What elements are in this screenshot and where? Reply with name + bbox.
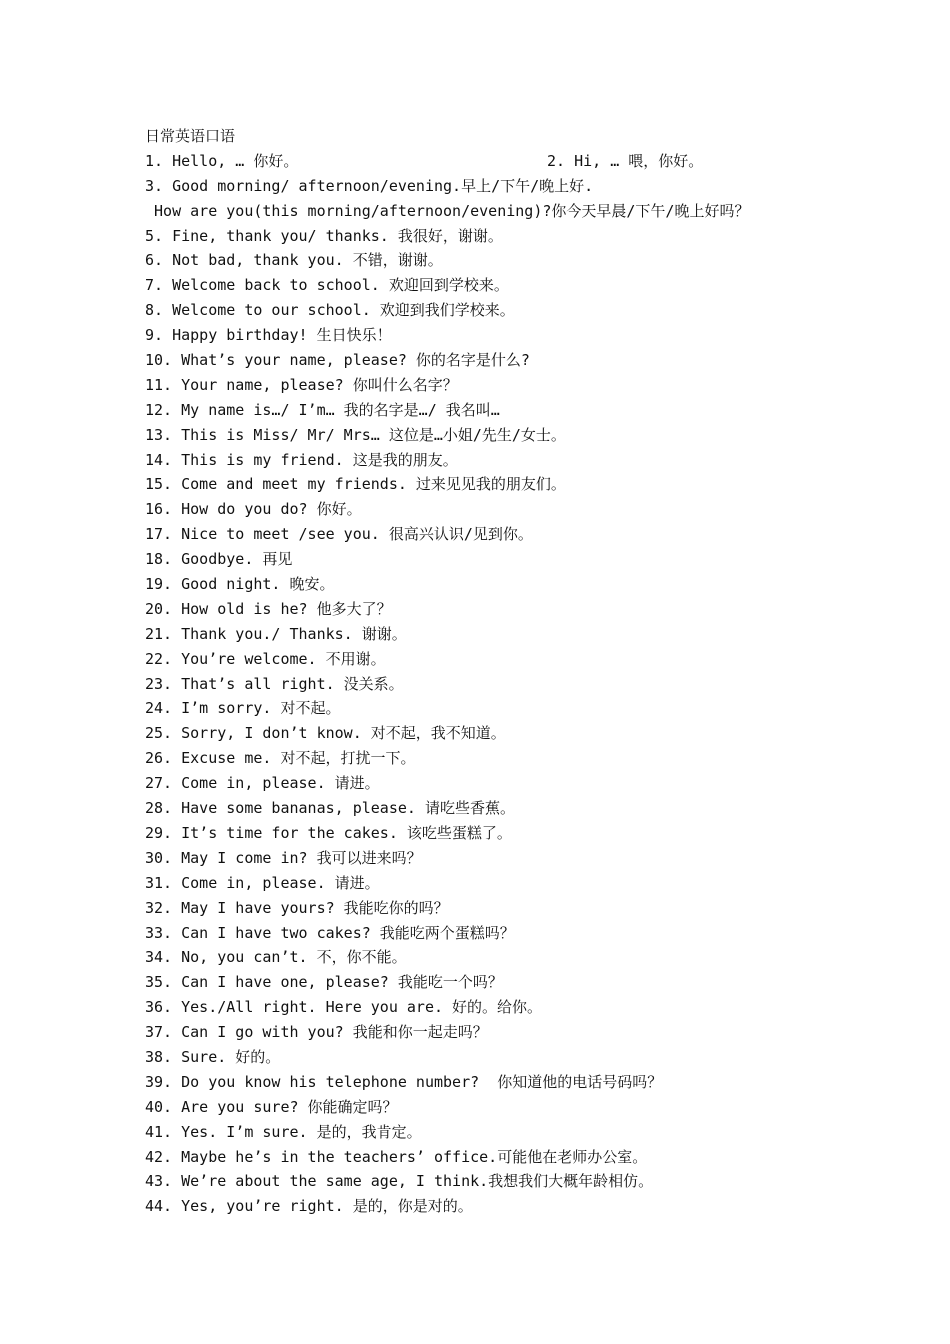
phrase-line-42: 42. Maybe he’s in the teachers’ office.可能他在老师办公室。	[145, 1147, 648, 1166]
phrase-line-43: 43. We’re about the same age, I think.我想我们大概年龄相仿。	[145, 1172, 654, 1191]
phrase-line-12: 12. My name is…/ I’m… 我的名字是…/ 我名叫…	[145, 400, 500, 419]
phrase-line-39: 39. Do you know his telephone number? 你知道他的电话号码吗？	[145, 1072, 663, 1091]
phrase-list	[145, 124, 845, 1219]
phrase-line-19: 19. Good night. 晚安。	[145, 575, 335, 594]
phrase-line-16: 16. How do you do? 你好。	[145, 500, 362, 519]
phrase-row-1-2	[145, 149, 845, 174]
phrase-line-14: 14. This is my friend. 这是我的朋友。	[145, 450, 458, 469]
phrase-line-28: 28. Have some bananas, please. 请吃些香蕉。	[145, 799, 515, 818]
document-title: 日常英语口语	[145, 127, 236, 145]
phrase-line-8: 8. Welcome to our school. 欢迎到我们学校来。	[145, 301, 515, 320]
phrase-line-15: 15. Come and meet my friends. 过来见见我的朋友们。	[145, 475, 566, 494]
phrase-line-21: 21. Thank you./ Thanks. 谢谢。	[145, 624, 407, 643]
phrase-line-3: 3. Good morning/ afternoon/evening.早上/下午/晚上好.	[145, 176, 594, 195]
phrase-line-9: 9. Happy birthday! 生日快乐！	[145, 326, 392, 345]
phrase-line-1: 1. Hello, … 你好。	[145, 151, 299, 170]
phrase-line-33: 33. Can I have two cakes? 我能吃两个蛋糕吗？	[145, 923, 515, 942]
phrase-line-44: 44. Yes, you’re right. 是的，你是对的。	[145, 1197, 473, 1216]
phrase-line-5: 5. Fine, thank you/ thanks. 我很好，谢谢。	[145, 226, 503, 245]
phrase-line-30: 30. May I come in? 我可以进来吗？	[145, 848, 422, 867]
phrase-line-2: 2. Hi, … 喂，你好。	[547, 151, 704, 170]
phrase-line-32: 32. May I have yours? 我能吃你的吗？	[145, 898, 449, 917]
phrase-line-34: 34. No, you can’t. 不，你不能。	[145, 948, 407, 967]
phrase-line-7: 7. Welcome back to school. 欢迎回到学校来。	[145, 276, 509, 295]
phrase-line-13: 13. This is Miss/ Mr/ Mrs… 这位是…小姐/先生/女士。	[145, 425, 566, 444]
phrase-line-6: 6. Not bad, thank you. 不错，谢谢。	[145, 251, 443, 270]
phrase-line-35: 35. Can I have one, please? 我能吃一个吗？	[145, 973, 503, 992]
phrase-line-40: 40. Are you sure? 你能确定吗？	[145, 1097, 398, 1116]
phrase-line-41: 41. Yes. I’m sure. 是的，我肯定。	[145, 1122, 422, 1141]
phrase-line-24: 24. I’m sorry. 对不起。	[145, 699, 341, 718]
phrase-line-23: 23. That’s all right. 没关系。	[145, 674, 404, 693]
phrase-line-25: 25. Sorry, I don’t know. 对不起，我不知道。	[145, 724, 506, 743]
phrase-line-20: 20. How old is he? 他多大了？	[145, 599, 392, 618]
phrase-line-11: 11. Your name, please? 你叫什么名字？	[145, 375, 458, 394]
phrase-line-26: 26. Excuse me. 对不起，打扰一下。	[145, 749, 416, 768]
phrase-line-27: 27. Come in, please. 请进。	[145, 774, 380, 793]
phrase-line-36: 36. Yes./All right. Here you are. 好的。给你。	[145, 998, 543, 1017]
phrase-line-10: 10. What’s your name, please? 你的名字是什么?	[145, 351, 530, 370]
phrase-line-18: 18. Goodbye. 再见	[145, 550, 293, 569]
phrase-line-38: 38. Sure. 好的。	[145, 1047, 281, 1066]
phrase-line-37: 37. Can I go with you? 我能和你一起走吗？	[145, 1023, 488, 1042]
phrase-line-4: How are you(this morning/afternoon/evening)?你今天早晨/下午/晚上好吗？	[145, 201, 750, 220]
phrase-line-22: 22. You’re welcome. 不用谢。	[145, 649, 386, 668]
phrase-line-29: 29. It’s time for the cakes. 该吃些蛋糕了。	[145, 823, 512, 842]
phrase-line-17: 17. Nice to meet /see you. 很高兴认识/见到你。	[145, 525, 533, 544]
phrase-line-31: 31. Come in, please. 请进。	[145, 873, 380, 892]
